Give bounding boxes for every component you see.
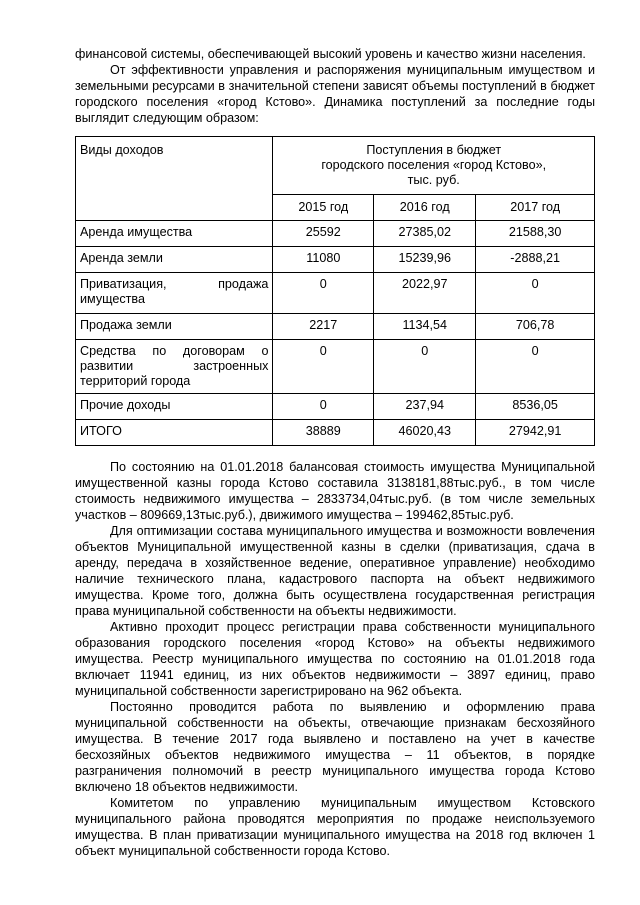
table-total-row — [76, 420, 595, 446]
row-label: Приватизация, продажа имущества — [76, 273, 273, 314]
cell-2015: 11080 — [273, 247, 374, 273]
row-label: Средства по договорам о развитии застроенных территорий города — [76, 340, 273, 394]
cell-2017: 706,78 — [476, 314, 595, 340]
header-year-2015: 2015 год — [273, 195, 374, 221]
cell-2016: 15239,96 — [374, 247, 476, 273]
cell-2016: 1134,54 — [374, 314, 476, 340]
header-year-2016: 2016 год — [374, 195, 476, 221]
table-row — [76, 247, 595, 273]
cell-2016: 46020,43 — [374, 420, 476, 446]
cell-2015: 0 — [273, 394, 374, 420]
paragraph-privatization: Комитетом по управлению муниципальным имуществом Кстовского муниципального района проводятся мероприятия по продаже неиспользуемого имущества. В план приватизации муниципального имущества на 2018 год включен 1 объект муниципальной собственности города Кстово. — [75, 796, 595, 858]
table-row — [76, 340, 595, 394]
row-label: Аренда имущества — [76, 221, 273, 247]
table-row — [76, 394, 595, 420]
cell-2016: 237,94 — [374, 394, 476, 420]
header-income-types: Виды доходов — [76, 137, 273, 221]
table-header-row — [76, 137, 595, 195]
cell-2017: -2888,21 — [476, 247, 595, 273]
cell-2015: 0 — [273, 273, 374, 314]
row-label-total: ИТОГО — [76, 420, 273, 446]
cell-2017: 0 — [476, 273, 595, 314]
cell-2017: 8536,05 — [476, 394, 595, 420]
paragraph-balance-value: По состоянию на 01.01.2018 балансовая стоимость имущества Муниципальной имущественной казны города Кстово составила 3138181,88тыс.руб., в том числе стоимость недвижимого имущества – 2833734,04тыс.руб. (в том числе земельных участков – 809669,13тыс.руб.), движимого имущества – 199462,85тыс.руб. — [75, 460, 595, 522]
cell-2016: 27385,02 — [374, 221, 476, 247]
header-budget-receipts: Поступления в бюджет городского поселения «город Кстово», тыс. руб. — [273, 137, 595, 195]
cell-2017: 0 — [476, 340, 595, 394]
cell-2015: 38889 — [273, 420, 374, 446]
table-row — [76, 314, 595, 340]
cell-2017: 27942,91 — [476, 420, 595, 446]
table-row — [76, 273, 595, 314]
cell-2015: 2217 — [273, 314, 374, 340]
row-label: Аренда земли — [76, 247, 273, 273]
paragraph-registration: Активно проходит процесс регистрации права собственности муниципального образования городского поселения «город Кстово» на объекты недвижимого имущества. Реестр муниципального имущества по состоянию на 01.01.2018 года включает 11941 единиц, из них объектов недвижимости – 3897 единиц, право муниципальной собственности зарегистрировано на 962 объекта. — [75, 620, 595, 698]
cell-2017: 21588,30 — [476, 221, 595, 247]
document-page — [75, 46, 595, 859]
row-label: Продажа земли — [76, 314, 273, 340]
paragraph-continuation: финансовой системы, обеспечивающей высокий уровень и качество жизни населения. — [75, 47, 586, 61]
cell-2016: 2022,97 — [374, 273, 476, 314]
header-year-2017: 2017 год — [476, 195, 595, 221]
cell-2015: 0 — [273, 340, 374, 394]
table-row — [76, 221, 595, 247]
paragraph-optimization: Для оптимизации состава муниципального имущества и возможности вовлечения объектов Муниципальной имущественной казны в сделки (приватизация, сдача в аренду, передача в хозяйственное ведение, оперативное управление) необходимо наличие технического плана, кадастрового паспорта на объект недвижимого имущества. Кроме того, должна быть осуществлена государственная регистрация права муниципальной собственности на объекты недвижимости. — [75, 524, 595, 618]
cell-2015: 25592 — [273, 221, 374, 247]
income-table — [75, 136, 595, 446]
paragraph-ownerless-property: Постоянно проводится работа по выявлению и оформлению права муниципальной собственности на объекты, отвечающие признакам бесхозяйного имущества. В течение 2017 года выявлено и поставлено на учет в качестве бесхозяйных объектов недвижимого имущества – 11 объектов, в порядке разграничения полномочий в реестр муниципального имущества города Кстово включено 18 объектов недвижимости. — [75, 700, 595, 794]
cell-2016: 0 — [374, 340, 476, 394]
paragraph-income-intro: От эффективности управления и распоряжения муниципальным имуществом и земельными ресурсами в значительной степени зависят объемы поступлений в бюджет городского поселения «город Кстово». Динамика поступлений за последние годы выглядит следующим образом: — [75, 63, 595, 125]
row-label: Прочие доходы — [76, 394, 273, 420]
